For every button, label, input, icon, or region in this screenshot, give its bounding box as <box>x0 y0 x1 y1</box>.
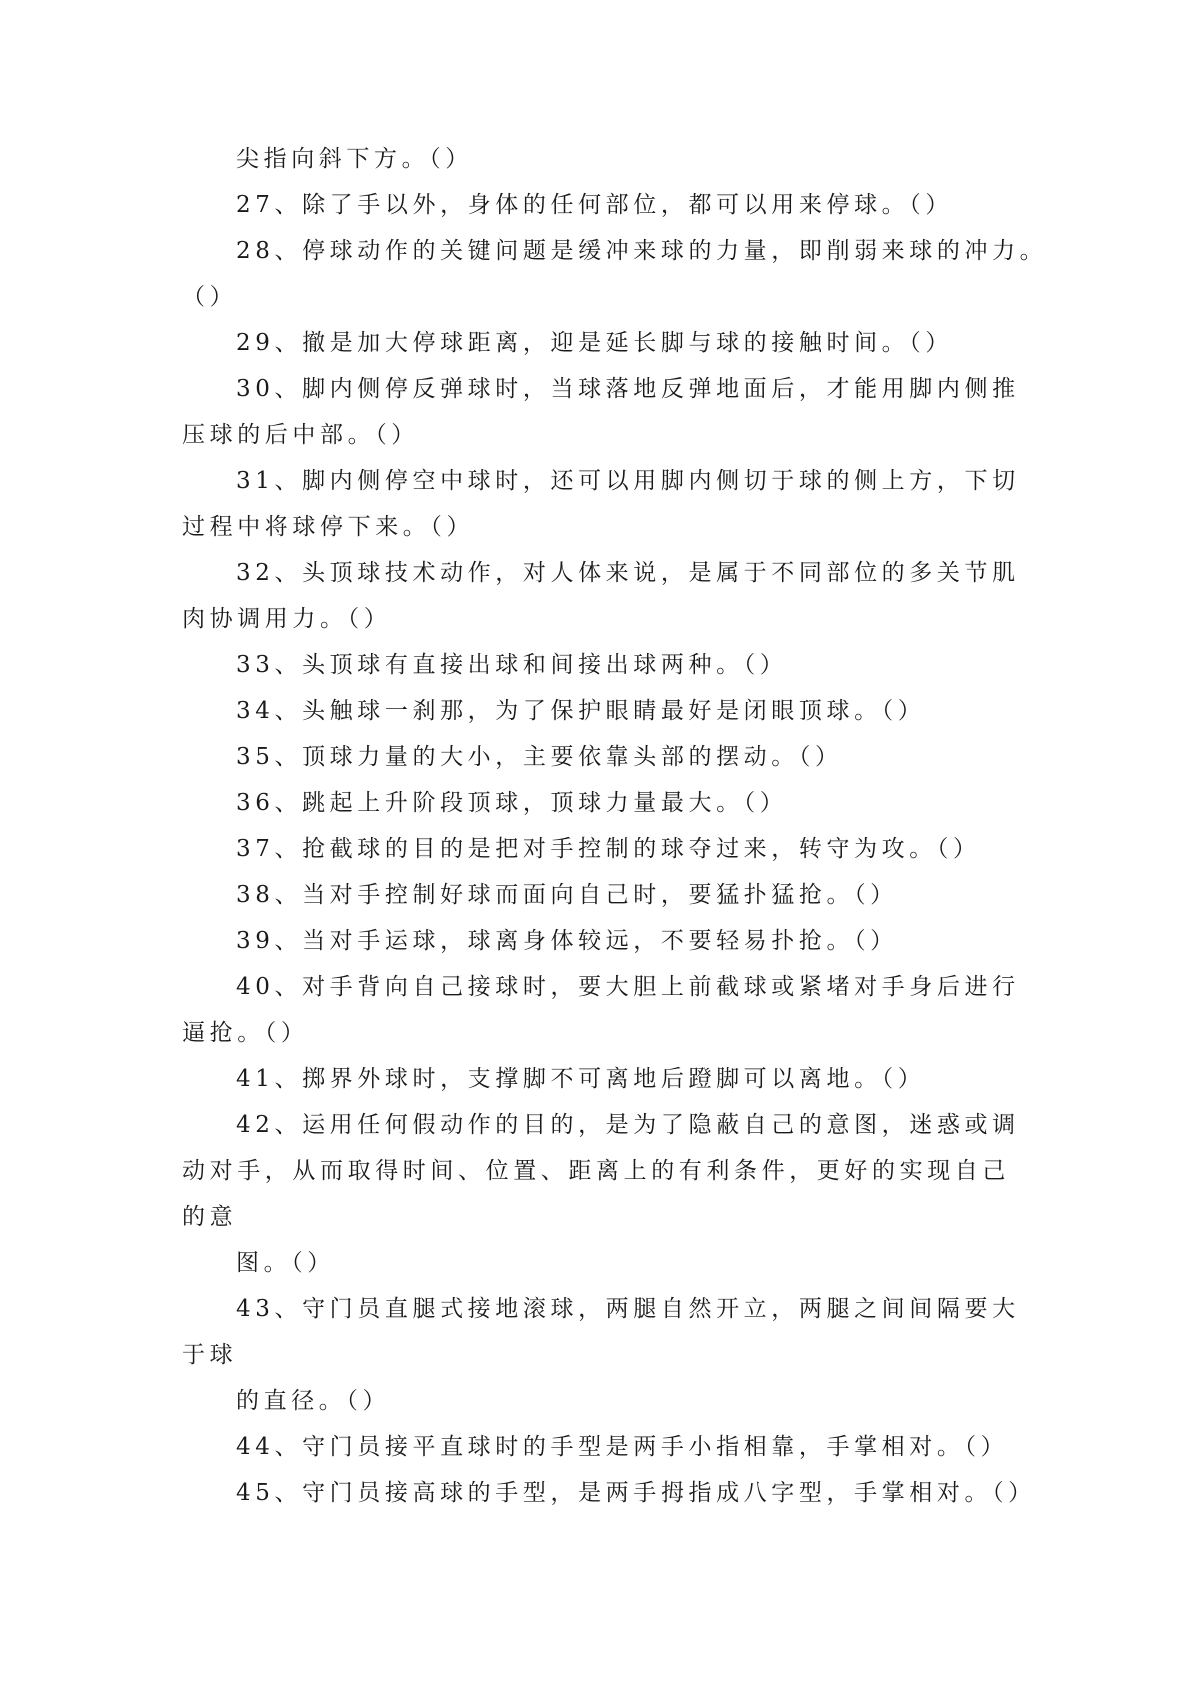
question-40: 40、对手背向自己接球时，要大胆上前截球或紧堵对手身后进行 <box>236 974 1020 1000</box>
question-38: 38、当对手控制好球而面向自己时，要猛扑猛抢。（） <box>236 882 898 908</box>
question-41: 41、掷界外球时，支撑脚不可离地后蹬脚可以离地。（） <box>236 1066 926 1092</box>
text-line: 的直径。（） <box>236 1388 391 1414</box>
question-32: 32、头顶球技术动作，对人体来说，是属于不同部位的多关节肌 <box>236 560 1020 586</box>
question-42: 42、运用任何假动作的目的，是为了隐蔽自己的意图，迷惑或调 <box>236 1112 1020 1138</box>
question-33: 33、头顶球有直接出球和间接出球两种。（） <box>236 652 788 678</box>
question-37: 37、抢截球的目的是把对手控制的球夺过来，转守为攻。（） <box>236 836 981 862</box>
question-39: 39、当对手运球，球离身体较远，不要轻易扑抢。（） <box>236 928 898 954</box>
text-line: 于球 <box>182 1342 238 1368</box>
question-35: 35、顶球力量的大小，主要依靠头部的摆动。（） <box>236 744 843 770</box>
text-line: 动对手，从而取得时间、位置、距离上的有利条件，更好的实现自己 <box>182 1158 1010 1184</box>
text-line: （） <box>182 284 238 310</box>
question-28: 28、停球动作的关键问题是缓冲来球的力量，即削弱来球的冲力。 <box>236 238 1048 264</box>
question-29: 29、撤是加大停球距离，迎是延长脚与球的接触时间。（） <box>236 330 953 356</box>
text-line: 压球的后中部。（） <box>182 422 419 448</box>
text-line: 图。（） <box>236 1250 335 1276</box>
question-27: 27、除了手以外，身体的任何部位，都可以用来停球。（） <box>236 192 953 218</box>
text-line: 尖指向斜下方。（） <box>236 146 473 172</box>
text-line: 的意 <box>182 1204 238 1230</box>
question-44: 44、守门员接平直球时的手型是两手小指相靠，手掌相对。（） <box>236 1434 1009 1460</box>
text-line: 肉协调用力。（） <box>182 606 392 632</box>
question-34: 34、头触球一刹那，为了保护眼睛最好是闭眼顶球。（） <box>236 698 926 724</box>
question-31: 31、脚内侧停空中球时，还可以用脚内侧切于球的侧上方，下切 <box>236 468 1020 494</box>
question-30: 30、脚内侧停反弹球时，当球落地反弹地面后，才能用脚内侧推 <box>236 376 1020 402</box>
text-line: 过程中将球停下来。（） <box>182 514 475 540</box>
question-43: 43、守门员直腿式接地滚球，两腿自然开立，两腿之间间隔要大 <box>236 1296 1020 1322</box>
question-45: 45、守门员接高球的手型，是两手拇指成八字型，手掌相对。（） <box>236 1480 1036 1506</box>
question-36: 36、跳起上升阶段顶球，顶球力量最大。（） <box>236 790 788 816</box>
text-line: 逼抢。（） <box>182 1020 309 1046</box>
